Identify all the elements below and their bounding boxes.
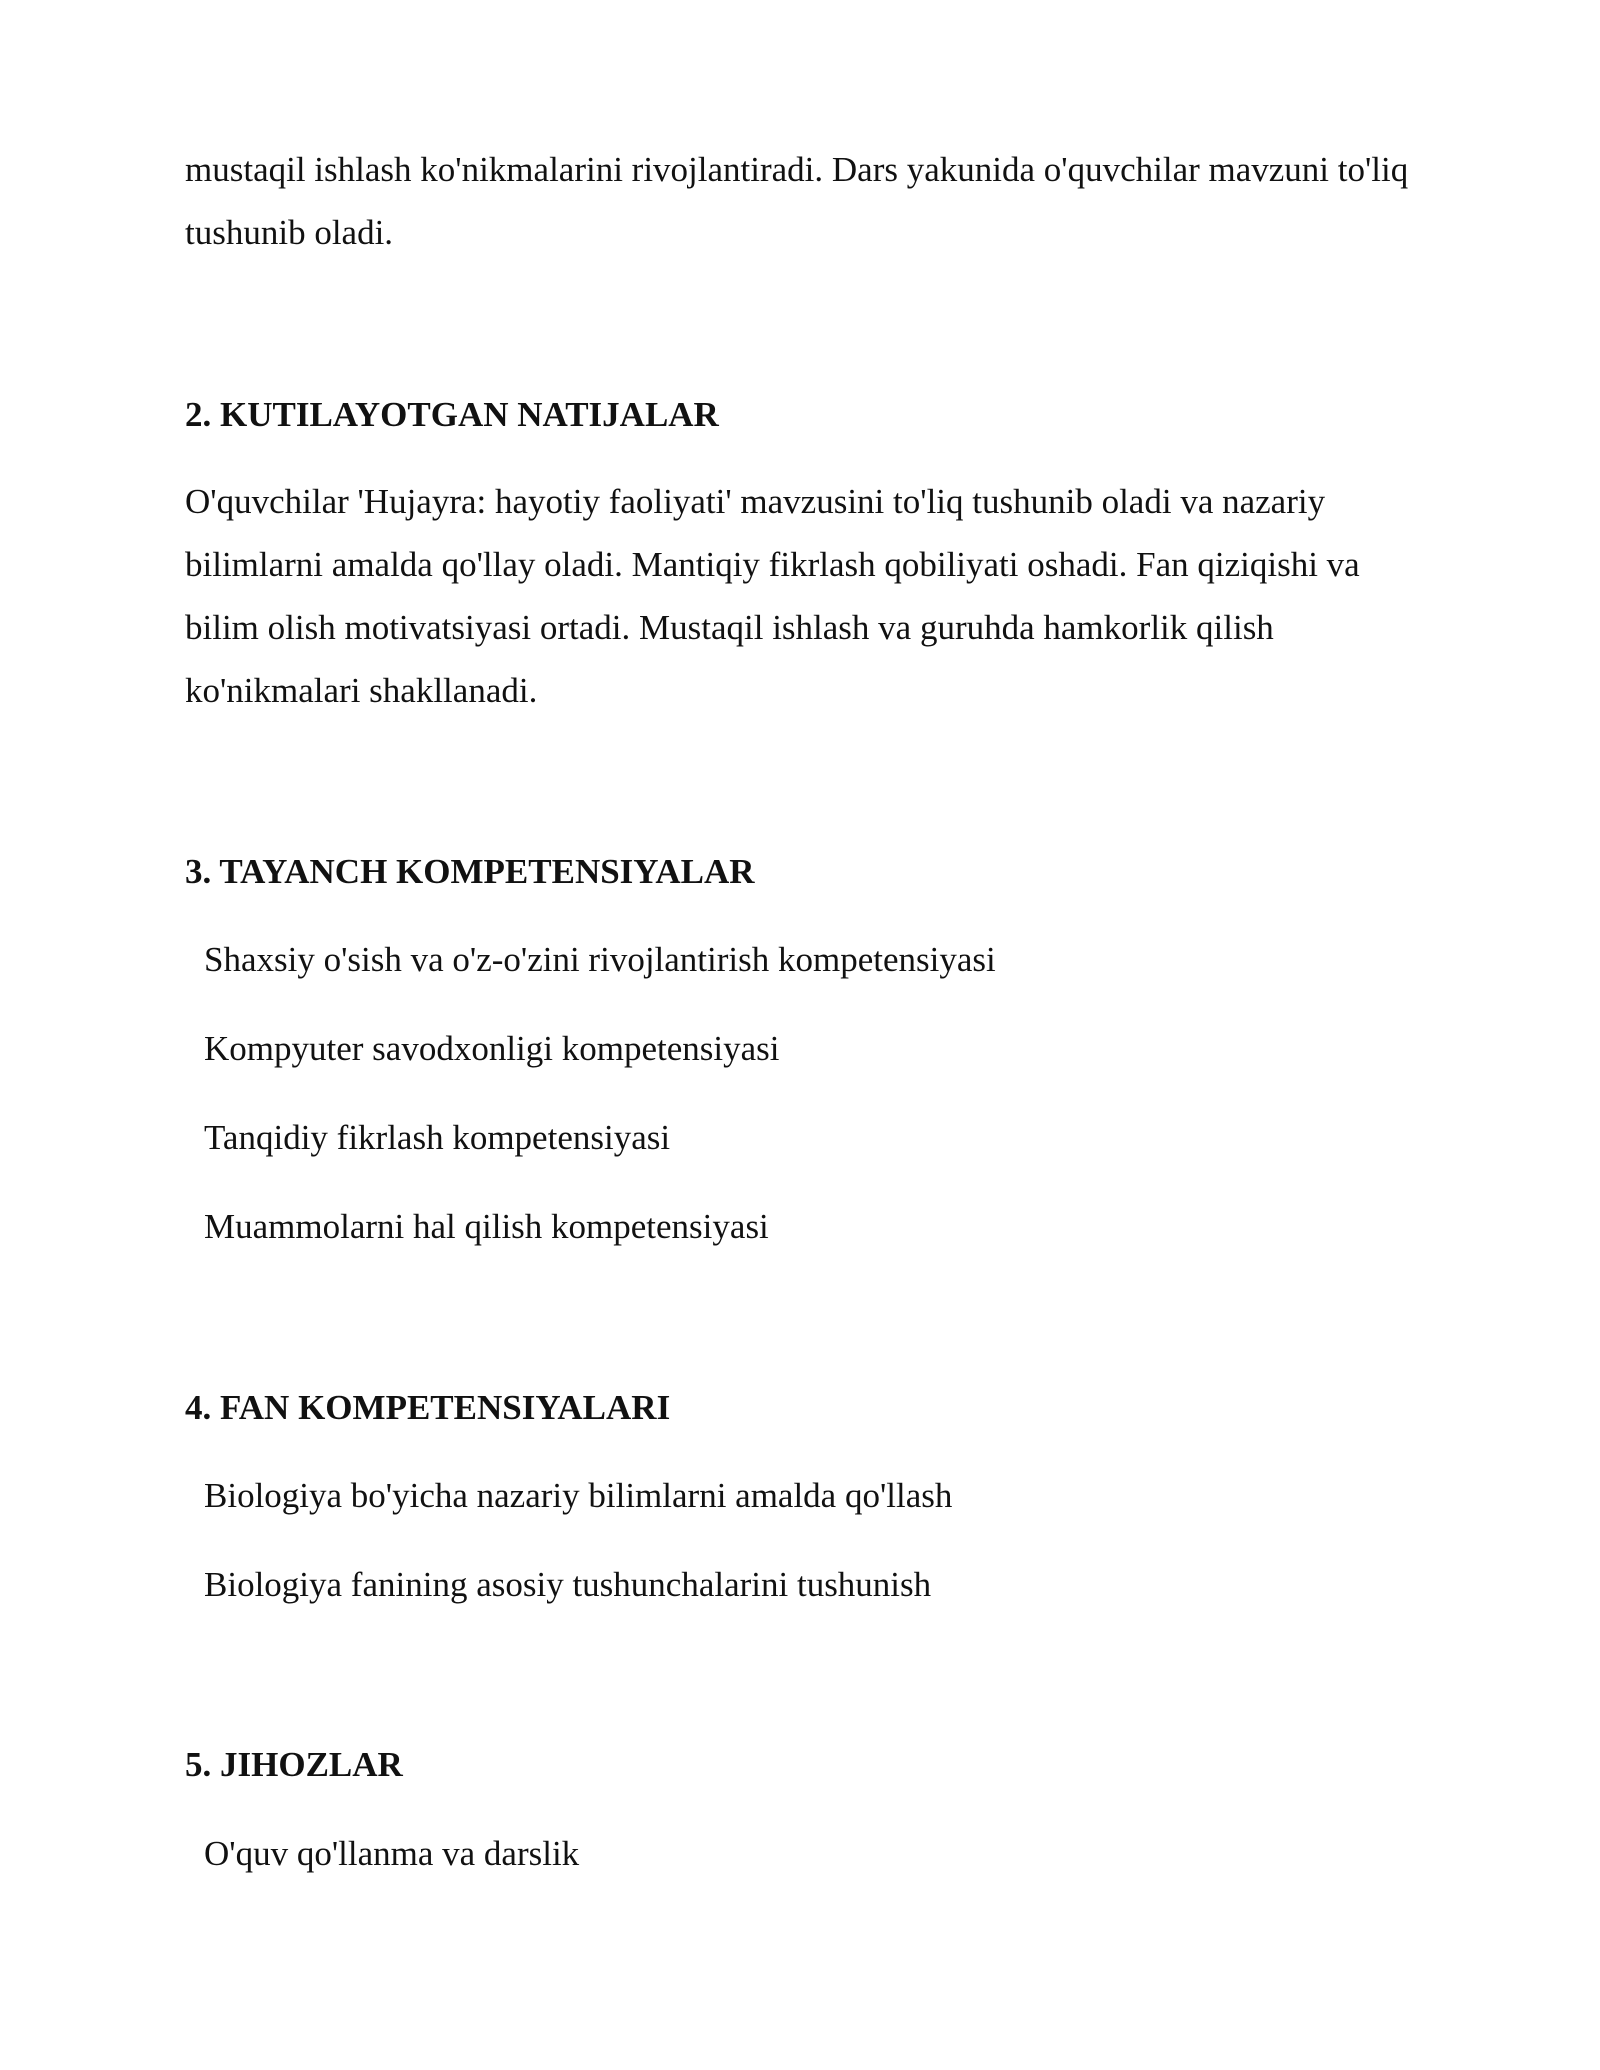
section-heading-fan: 4. FAN KOMPETENSIYALARI (185, 1388, 671, 1427)
section-heading-natijalar: 2. KUTILAYOTGAN NATIJALAR (185, 395, 719, 434)
list-item: Biologiya fanining asosiy tushunchalarini tushunish (204, 1565, 932, 1604)
natijalar-paragraph: O'quvchilar 'Hujayra: hayotiy faoliyati' mavzusini to'liq tushunib oladi va nazariy bilimlarni amalda qo'llay oladi. Mantiqiy fikrlash qobiliyati oshadi. Fan qiziqishi va bilim olish motivatsiyasi ortadi. Mustaqil ishlash va guruhda hamkorlik qilish ko'nikmalari shakllanadi. (185, 482, 1360, 710)
section-heading-jihozlar: 5. JIHOZLAR (185, 1745, 403, 1784)
list-item: Muammolarni hal qilish kompetensiyasi (204, 1207, 769, 1246)
list-item: Biologiya bo'yicha nazariy bilimlarni amalda qo'llash (204, 1476, 953, 1515)
list-item: Tanqidiy fikrlash kompetensiyasi (204, 1118, 671, 1157)
section-heading-tayanch: 3. TAYANCH KOMPETENSIYALAR (185, 852, 755, 891)
continuation-paragraph: mustaqil ishlash ko'nikmalarini rivojlantiradi. Dars yakunida o'quvchilar mavzuni to'liq tushunib oladi. (185, 150, 1409, 252)
list-item: Kompyuter savodxonligi kompetensiyasi (204, 1029, 780, 1068)
list-item: O'quv qo'llanma va darslik (204, 1834, 580, 1873)
list-item: Shaxsiy o'sish va o'z-o'zini rivojlantirish kompetensiyasi (204, 940, 996, 979)
